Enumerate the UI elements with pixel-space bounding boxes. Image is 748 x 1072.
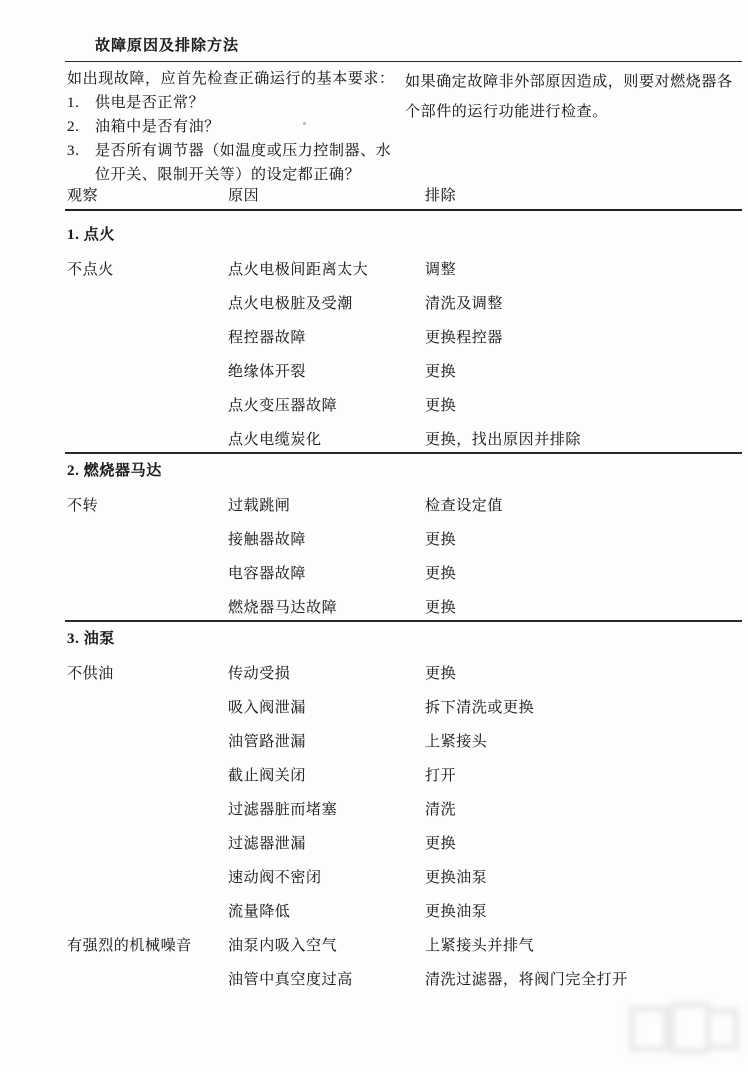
remedy-cell: 拆下清洗或更换 — [425, 700, 535, 716]
intro-section — [67, 67, 740, 187]
fault-table — [0, 227, 748, 988]
section-title: 3. 油泵 — [67, 631, 116, 647]
table-row — [0, 296, 748, 312]
title-divider — [65, 61, 742, 62]
cause-cell: 点火电缆炭化 — [228, 432, 322, 448]
cause-cell: 过滤器泄漏 — [228, 836, 307, 852]
remedy-cell: 打开 — [425, 768, 457, 784]
cause-cell: 流量降低 — [228, 904, 291, 920]
table-row — [0, 904, 748, 920]
cause-cell: 燃烧器马达故障 — [228, 600, 338, 616]
observation-cell: 不供油 — [67, 666, 114, 682]
checklist-item — [67, 139, 405, 187]
observation-cell — [67, 398, 228, 414]
remedy-cell: 更换 — [425, 566, 457, 582]
table-header-row — [0, 188, 748, 204]
observation-cell — [67, 432, 228, 448]
observation-cell — [67, 836, 228, 852]
observation-cell — [67, 330, 228, 346]
remedy-cell: 调整 — [425, 262, 457, 278]
cause-cell: 接触器故障 — [228, 532, 307, 548]
table-row — [0, 364, 748, 380]
remedy-cell: 上紧接头 — [425, 734, 488, 750]
intro-checklist — [67, 67, 405, 187]
table-row — [0, 972, 748, 988]
checklist-item-number: 1. — [67, 95, 80, 111]
table-row — [0, 938, 748, 954]
cause-cell: 吸入阀泄漏 — [228, 700, 307, 716]
remedy-cell: 更换 — [425, 532, 457, 548]
section-title: 1. 点火 — [67, 227, 116, 243]
checklist-item-number: 3. — [67, 143, 80, 159]
observation-cell — [67, 566, 228, 582]
section-divider — [65, 620, 742, 622]
cause-cell: 点火电极间距离太大 — [228, 262, 369, 278]
cause-cell: 过载跳闸 — [228, 498, 291, 514]
observation-cell: 不点火 — [67, 262, 114, 278]
table-row — [0, 600, 748, 616]
remedy-cell: 上紧接头并排气 — [425, 938, 535, 954]
header-observation: 观察 — [67, 188, 99, 204]
remedy-cell: 更换油泵 — [425, 870, 488, 886]
cause-cell: 点火变压器故障 — [228, 398, 338, 414]
scan-speck — [303, 122, 306, 125]
observation-cell — [67, 364, 228, 380]
cause-cell: 点火电极脏及受潮 — [228, 296, 353, 312]
table-row — [0, 836, 748, 852]
cause-cell: 绝缘体开裂 — [228, 364, 307, 380]
checklist-item-number: 2. — [67, 119, 80, 135]
cause-cell: 程控器故障 — [228, 330, 307, 346]
observation-cell — [67, 972, 228, 988]
table-row — [0, 398, 748, 414]
remedy-cell: 更换程控器 — [425, 330, 504, 346]
checklist-item-text: 供电是否正常？ — [95, 95, 205, 111]
cause-cell: 截止阀关闭 — [228, 768, 307, 784]
cause-cell: 传动受损 — [228, 666, 291, 682]
observation-cell — [67, 802, 228, 818]
table-row — [0, 666, 748, 682]
header-cause: 原因 — [228, 188, 260, 204]
remedy-cell: 清洗 — [425, 802, 457, 818]
table-row — [0, 532, 748, 548]
observation-cell — [67, 904, 228, 920]
remedy-cell: 更换 — [425, 666, 457, 682]
page-title: 故障原因及排除方法 — [95, 38, 240, 54]
table-row — [0, 870, 748, 886]
cause-cell: 电容器故障 — [228, 566, 307, 582]
observation-cell — [67, 768, 228, 784]
table-row — [0, 330, 748, 346]
cause-cell: 油管路泄漏 — [228, 734, 307, 750]
checklist-item-text: 油箱中是否有油？ — [95, 119, 220, 135]
table-row — [0, 802, 748, 818]
observation-cell — [67, 296, 228, 312]
cause-cell: 油管中真空度过高 — [228, 972, 353, 988]
header-divider — [65, 209, 742, 211]
table-row — [0, 262, 748, 278]
remedy-cell: 清洗过滤器，将阀门完全打开 — [425, 972, 628, 988]
remedy-cell: 更换 — [425, 600, 457, 616]
intro-note: 如果确定故障非外部原因造成，则要对燃烧器各个部件的运行功能进行检查。 — [405, 74, 733, 120]
table-row — [0, 432, 748, 448]
remedy-cell: 更换油泵 — [425, 904, 488, 920]
section-divider — [65, 452, 742, 454]
header-remedy: 排除 — [425, 188, 457, 204]
checklist-item — [67, 115, 405, 139]
remedy-cell: 检查设定值 — [425, 498, 504, 514]
remedy-cell: 更换，找出原因并排除 — [425, 432, 582, 448]
remedy-cell: 更换 — [425, 398, 457, 414]
checklist-item-text: 是否所有调节器（如温度或压力控制器、水位开关、限制开关等）的设定都正确？ — [95, 143, 392, 183]
cause-cell: 过滤器脏而堵塞 — [228, 802, 338, 818]
table-row — [0, 498, 748, 514]
table-row — [0, 566, 748, 582]
observation-cell — [67, 870, 228, 886]
cause-cell: 速动阀不密闭 — [228, 870, 322, 886]
table-row — [0, 768, 748, 784]
observation-cell: 不转 — [67, 498, 99, 514]
table-row — [0, 700, 748, 716]
remedy-cell: 清洗及调整 — [425, 296, 504, 312]
checklist-item — [67, 91, 405, 115]
cause-cell: 油泵内吸入空气 — [228, 938, 338, 954]
remedy-cell: 更换 — [425, 364, 457, 380]
table-row — [0, 734, 748, 750]
observation-cell — [67, 734, 228, 750]
observation-cell — [67, 532, 228, 548]
intro-lead-text: 如出现故障，应首先检查正确运行的基本要求： — [67, 71, 395, 87]
scan-ghost-artifact — [617, 998, 742, 1060]
observation-cell — [67, 600, 228, 616]
section-title: 2. 燃烧器马达 — [67, 463, 162, 479]
observation-cell — [67, 700, 228, 716]
remedy-cell: 更换 — [425, 836, 457, 852]
observation-cell: 有强烈的机械噪音 — [67, 938, 192, 954]
